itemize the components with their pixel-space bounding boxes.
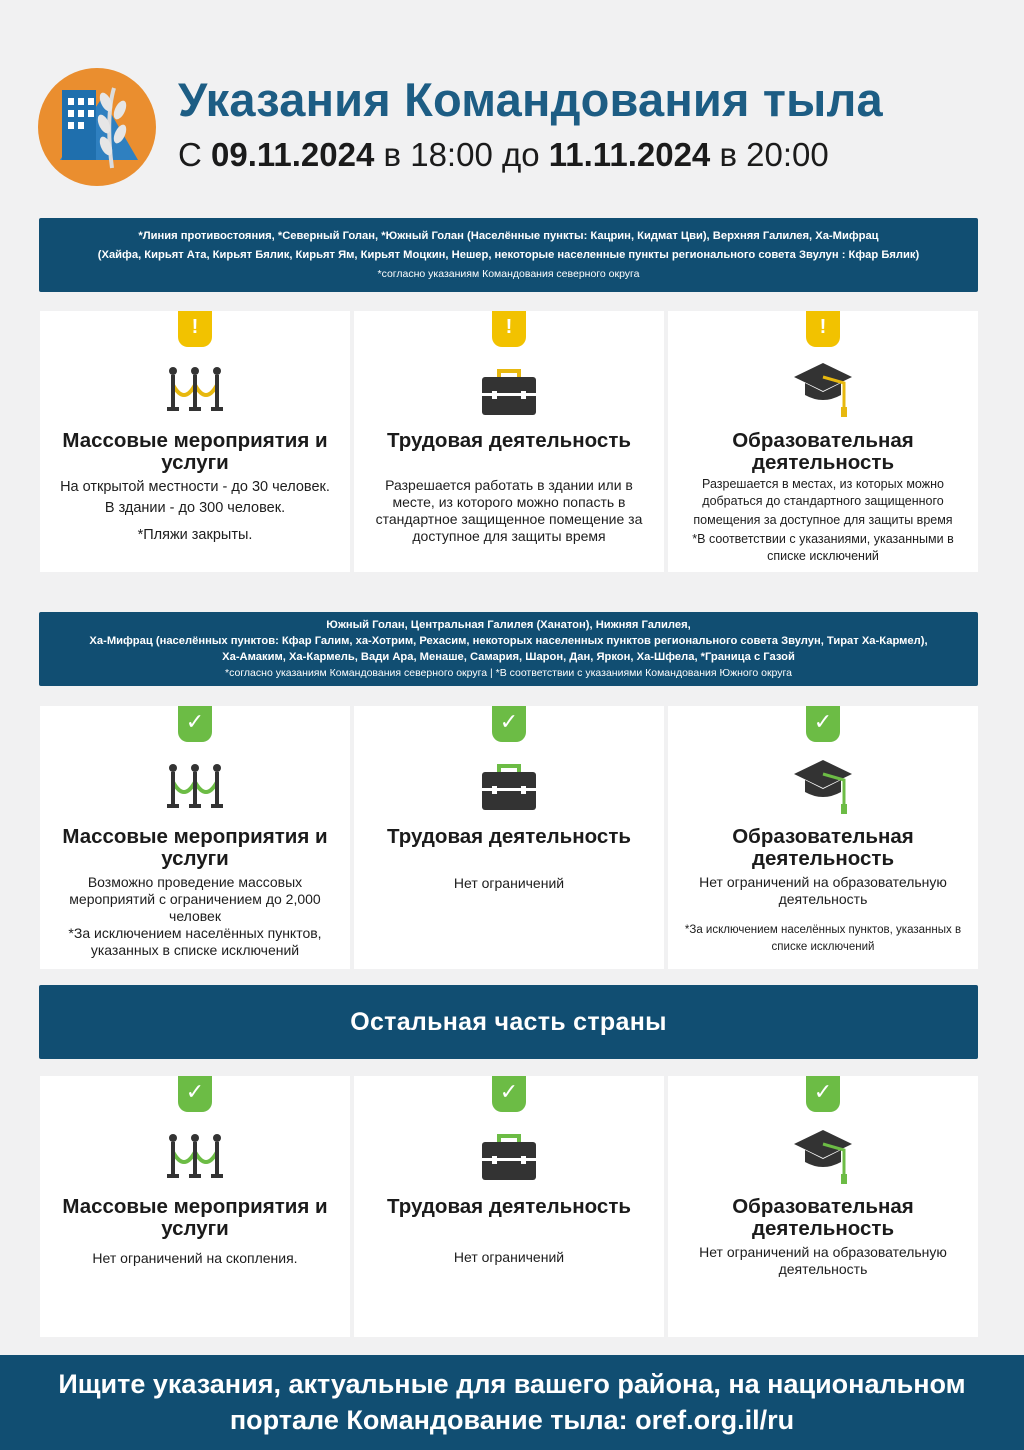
footer	[0, 1355, 1024, 1450]
zone1-cards	[40, 311, 978, 572]
zone1-areas-line1: *Линия противостояния, *Северный Голан, *Южный Голан (Населённые пункты: Кацрин, Кидмат Цви), Верхняя Галилея, Ха-Мифрац	[138, 230, 879, 242]
checkmark-icon: ✓	[806, 1076, 840, 1112]
zone1-education-card	[668, 311, 978, 572]
footer-portal-link[interactable]: портале Командование тыла: oref.org.il/ru	[229, 1405, 795, 1435]
zone1-areas-line2: (Хайфа, Кирьят Ата, Кирьят Бялик, Кирьят Ям, Кирьят Моцкин, Нешер, некоторые населенные пункты регионального совета Звулун : Кфар Бялик)	[97, 249, 920, 261]
checkmark-icon: ✓	[806, 706, 840, 742]
card-body	[682, 476, 964, 565]
header	[0, 0, 1024, 200]
briefcase-icon	[480, 1132, 538, 1187]
briefcase-icon	[480, 762, 538, 817]
card-body	[368, 477, 650, 545]
zone3-work-card	[354, 1076, 664, 1337]
page-title: Указания Командования тыла	[178, 73, 883, 126]
card-title: Массовые мероприятия и услуги	[62, 1195, 328, 1240]
card-text: Нет ограничений на образовательную деятельность	[699, 1244, 947, 1277]
card-text: Нет ограничений	[453, 1249, 565, 1265]
card-text: Разрешается работать в здании или в месте, из которого можно попасть в стандартное защищенное помещение за доступное для защиты время	[375, 477, 643, 544]
zone2-areas-line3: Ха-Амаким, Ха-Кармель, Вади Ара, Менаше, Самария, Шарон, Дан, Яркон, Ха-Шфела, *Граница с Газой	[222, 651, 795, 663]
zone3-cards	[40, 1076, 978, 1337]
card-body	[682, 1244, 964, 1278]
checkmark-icon: ✓	[178, 1076, 212, 1112]
card-body	[368, 875, 650, 892]
card-body	[54, 874, 336, 959]
zone3-banner: Остальная часть страны	[39, 985, 978, 1059]
card-title: Трудовая деятельность	[387, 825, 631, 848]
card-text: На открытой местности - до 30 человек.	[60, 479, 330, 495]
zone2-note: *согласно указаниям Командования северного округа | *В соответствии с указаниями Командования Южного округа	[225, 667, 792, 679]
checkmark-icon: ✓	[178, 706, 212, 742]
card-title: Образовательная деятельность	[732, 1195, 914, 1240]
zone2-gatherings-card	[40, 706, 350, 969]
footer-line1: Ищите указания, актуальные для вашего района, на национальном	[58, 1369, 966, 1399]
zone1-banner	[39, 218, 978, 292]
zone2-banner	[39, 612, 978, 686]
zone2-areas-line2: Ха-Мифрац (населённых пунктов: Кфар Галим, ха-Хотрим, Рехасим, некоторых населенных пунктов регионального совета Звулун, Тират Ха-Кармел),	[89, 635, 928, 647]
validity-period: С 09.11.2024 в 18:00 до 11.11.2024 в 20:00	[178, 136, 829, 173]
exclamation-icon: !	[178, 311, 212, 347]
card-body	[54, 1250, 336, 1267]
card-title: Образовательная деятельность	[732, 429, 914, 474]
stanchion-rope-icon	[167, 1132, 223, 1187]
zone2-education-card	[668, 706, 978, 969]
card-text: *В соответствии с указаниями, указанными в списке исключений	[692, 532, 954, 563]
card-text: Нет ограничений на скопления.	[92, 1250, 298, 1266]
graduation-cap-icon	[792, 361, 854, 424]
card-body	[682, 874, 964, 956]
zone2-cards	[40, 706, 978, 969]
stanchion-rope-icon	[167, 762, 223, 817]
zone1-note: *согласно указаниям Командования северного округа	[377, 268, 640, 280]
card-title: Массовые мероприятия и услуги	[62, 429, 328, 474]
zone3-education-card	[668, 1076, 978, 1337]
exclamation-icon: !	[492, 311, 526, 347]
card-text: помещения за доступное для защиты время	[693, 513, 953, 527]
zone1-gatherings-card	[40, 311, 350, 572]
card-title: Трудовая деятельность	[387, 1195, 631, 1218]
card-text: *За исключением населённых пунктов, указанных в списке исключений	[684, 924, 962, 953]
zone1-work-card	[354, 311, 664, 572]
stanchion-rope-icon	[167, 365, 223, 420]
zone2-work-card	[354, 706, 664, 969]
card-text: *За исключением населённых пунктов, указанных в списке исключений	[68, 925, 322, 958]
zone3-gatherings-card	[40, 1076, 350, 1337]
card-body	[54, 477, 336, 546]
card-title: Массовые мероприятия и услуги	[62, 825, 328, 870]
card-text: Разрешается в местах, из которых можно добраться до стандартного защищенного	[702, 477, 944, 508]
home-front-command-logo	[38, 68, 156, 186]
briefcase-icon	[480, 367, 538, 422]
card-title: Трудовая деятельность	[387, 429, 631, 452]
card-text: В здании - до 300 человек.	[104, 500, 286, 516]
card-text: *Пляжи закрыты.	[137, 527, 253, 543]
card-title: Образовательная деятельность	[732, 825, 914, 870]
graduation-cap-icon	[792, 758, 854, 821]
card-text: Возможно проведение массовых мероприятий с ограничением до 2,000 человек	[69, 874, 321, 924]
card-text: Нет ограничений	[453, 875, 565, 891]
card-body	[368, 1249, 650, 1266]
exclamation-icon: !	[806, 311, 840, 347]
card-text: Нет ограничений на образовательную деятельность	[699, 874, 947, 907]
graduation-cap-icon	[792, 1128, 854, 1191]
checkmark-icon: ✓	[492, 706, 526, 742]
checkmark-icon: ✓	[492, 1076, 526, 1112]
zone2-areas-line1: Южный Голан, Центральная Галилея (Ханатон), Нижняя Галилея,	[326, 619, 691, 631]
